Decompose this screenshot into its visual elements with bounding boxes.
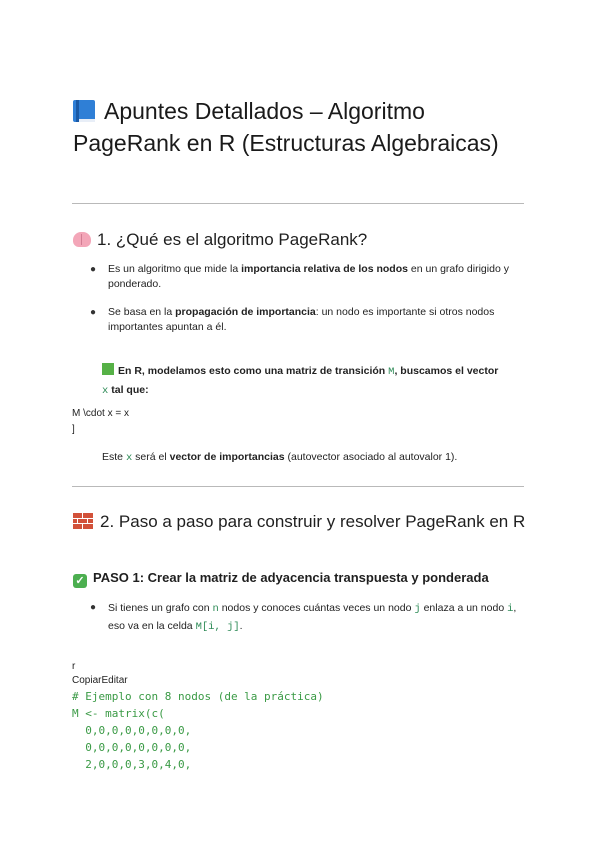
section-2-heading: 2. Paso a paso para construir y resolver PageRank en R [73, 510, 533, 534]
code-actions [72, 674, 128, 688]
step-1-heading: ✓ PASO 1: Crear la matriz de adyacencia transpuesta y ponderada [73, 570, 489, 588]
code-line: 0,0,0,0,0,0,0,0, [72, 741, 192, 754]
bullet-dot: ● [90, 602, 97, 613]
transition-matrix-note: En R, modelamos esto como una matriz de transición M, buscamos el vector x tal que: [102, 365, 499, 397]
section-1-heading: 1. ¿Qué es el algoritmo PageRank? [73, 228, 533, 252]
book-icon [73, 99, 95, 123]
formula-line-1: M \cdot x = x [72, 408, 129, 419]
divider [72, 203, 524, 204]
code-line: M <- matrix(c( [72, 707, 165, 720]
code-line: 0,0,0,0,0,0,0,0, [72, 724, 192, 737]
bullet-dot: ● [90, 307, 97, 318]
edit-button[interactable]: Editar [101, 675, 128, 686]
brain-icon [73, 232, 91, 247]
bullet-dot: ● [90, 264, 97, 275]
page-title: Apuntes Detallados – Algoritmo PageRank en R (Estructuras Algebraicas) [73, 98, 499, 156]
bullet-item-2: Se basa en la propagación de importancia: un nodo es importante si otros nodos importantes apuntan a él. [108, 306, 495, 333]
check-icon: ✓ [73, 574, 87, 588]
code-line: # Ejemplo con 8 nodos (de la práctica) [72, 690, 324, 703]
bullet-item-1: Es un algoritmo que mide la importancia relativa de los nodos en un grafo dirigido y ponderado. [108, 263, 509, 290]
brick-icon [73, 513, 93, 529]
divider [72, 486, 524, 487]
bullet-item-adjacency: Si tienes un grafo con n nodos y conoces cuántas veces un nodo j enlaza a un nodo i, eso va en la celda M[i, j]. [108, 602, 517, 633]
code-line: 2,0,0,0,3,0,4,0, [72, 758, 192, 771]
vector-note: Este x será el vector de importancias (autovector asociado al autovalor 1). [102, 451, 458, 464]
code-language-label: r [72, 661, 76, 672]
green-square-icon [102, 363, 114, 375]
formula-line-2: ] [72, 424, 75, 435]
code-block [72, 688, 324, 773]
copy-button[interactable]: Copiar [72, 675, 102, 686]
